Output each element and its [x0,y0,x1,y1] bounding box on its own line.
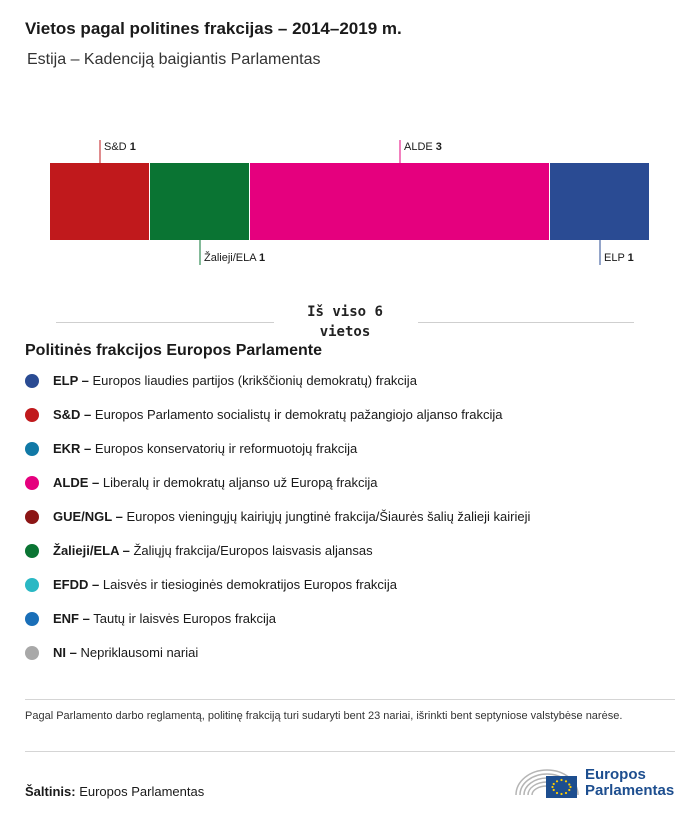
legend-dot [25,374,39,388]
legend-item-ekr [25,438,685,472]
legend-item-gue-ngl [25,506,685,540]
legend-abbr: NI – [53,645,77,660]
legend-item-ni [25,642,685,676]
legend-text: Europos liaudies partijos (krikščionių demokratų) frakcija [92,373,417,388]
footnote: Pagal Parlamento darbo reglamentą, politinę frakciją turi sudaryti bent 23 nariai, išrinkti bent septyniose valstybėse narėse. [25,710,623,722]
legend-item-alde [25,472,685,506]
legend-dot [25,612,39,626]
legend-item-zalieji-ela [25,540,685,574]
total-divider-left [56,322,274,323]
data-label--alieji-ela: Žalieji/ELA 1 [204,252,266,264]
page-subtitle: Estija – Kadenciją baigiantis Parlamentas [27,51,321,68]
european-parliament-logo [514,762,680,802]
total-seats-line1: Iš viso 6 [307,304,383,320]
total-seats-line2: vietos [319,324,371,340]
legend-text: Tautų ir laisvės Europos frakcija [93,611,277,626]
legend-abbr: EFDD – [53,577,100,592]
note-divider-bottom [25,751,675,752]
legend-item-sd [25,404,685,438]
legend-abbr: ELP – [53,373,89,388]
bar-segment-elp [550,163,649,240]
legend-dot [25,578,39,592]
source-label: Šaltinis: [25,784,76,799]
legend [25,370,685,676]
logo-line2: Parlamentas [585,782,675,799]
legend-text: Laisvės ir tiesioginės demokratijos Europos frakcija [102,577,397,592]
source [25,784,204,799]
legend-title: Politinės frakcijos Europos Parlamente [25,342,322,359]
legend-abbr: EKR – [53,441,92,456]
legend-item-enf [25,608,685,642]
legend-text: Žaliųjų frakcija/Europos laisvasis aljansas [133,543,373,558]
bar-segment-s-d [50,163,149,240]
legend-dot [25,442,39,456]
legend-item-elp [25,370,685,404]
logo-line1: Europos [585,766,646,783]
legend-dot [25,476,39,490]
legend-item-efdd [25,574,685,608]
total-divider-right [418,322,634,323]
legend-abbr: ALDE – [53,475,100,490]
legend-abbr: ENF – [53,611,90,626]
legend-text: Europos vieningųjų kairiųjų jungtinė frakcija/Šiaurės šalių žalieji kairieji [126,509,531,524]
total-seats-label [274,302,416,342]
legend-abbr: GUE/NGL – [53,509,123,524]
data-label-elp: ELP 1 [604,252,634,264]
bar-segment-alde [250,163,549,240]
legend-text: Europos konservatorių ir reformuotojų frakcija [94,441,358,456]
legend-text: Europos Parlamento socialistų ir demokratų pažangiojo aljanso frakcija [94,407,503,422]
legend-dot [25,646,39,660]
legend-text: Nepriklausomi nariai [80,645,199,660]
logo-text [585,767,674,799]
legend-dot [25,408,39,422]
bar-segment--alieji-ela [150,163,249,240]
legend-abbr: Žalieji/ELA – [53,543,130,558]
legend-dot [25,544,39,558]
legend-dot [25,510,39,524]
source-value: Europos Parlamentas [79,784,205,799]
note-divider-top [25,699,675,700]
stacked-seat-chart [0,130,700,280]
legend-text: Liberalų ir demokratų aljanso už Europą frakcija [102,475,378,490]
legend-abbr: S&D – [53,407,92,422]
european-parliament-logo-icon [514,762,580,802]
data-label-s-d: S&D 1 [104,141,136,153]
page-title: Vietos pagal politines frakcijas – 2014–2019 m. [25,19,402,38]
data-label-alde: ALDE 3 [404,141,442,153]
